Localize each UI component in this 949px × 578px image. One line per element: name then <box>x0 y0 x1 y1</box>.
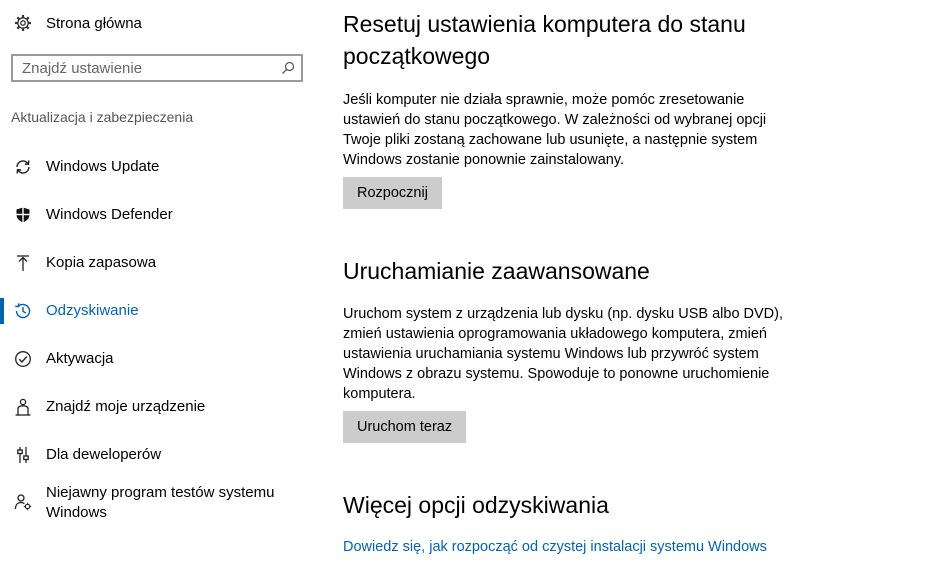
home-label: Strona główna <box>46 14 142 32</box>
reset-description: Jeśli komputer nie działa sprawnie, może pomóc zresetowanie ustawień do stanu początkowego. W zależności od wybranej opcji Twoje pliki zostaną zachowane lub usunięte, a następnie system Windows zostanie ponownie zainstalowany. <box>343 92 767 168</box>
sidebar-item-label: Odzyskiwanie <box>46 302 139 319</box>
upload-arrow-icon <box>12 252 34 274</box>
start-reset-button[interactable]: Rozpocznij <box>343 177 442 209</box>
search-input[interactable] <box>11 54 303 82</box>
sidebar-item-recovery[interactable] <box>0 298 320 324</box>
sidebar-item-find-my-device[interactable] <box>0 394 320 420</box>
sidebar-item-label: Windows Update <box>46 158 160 175</box>
gear-icon <box>12 12 34 34</box>
sidebar-item-label: Niejawny program testów systemu Windows <box>46 484 275 521</box>
restart-now-button[interactable]: Uruchom teraz <box>343 411 466 443</box>
sidebar <box>0 0 320 578</box>
sidebar-item-for-developers[interactable] <box>0 442 320 468</box>
sidebar-item-label: Windows Defender <box>46 206 173 223</box>
sidebar-item-label: Znajdź moje urządzenie <box>46 398 206 415</box>
active-indicator <box>0 298 4 324</box>
sidebar-item-label: Kopia zapasowa <box>46 254 157 271</box>
advanced-startup-title: Uruchamianie zaawansowane <box>343 258 650 284</box>
advanced-startup-description: Uruchom system z urządzenia lub dysku (np. dysku USB albo DVD), zmień ustawienia oprogramowania układowego komputera, zmień ustawienia uruchamiania systemu Windows lub przywróć system Windows z obrazu systemu. Spowoduje to ponowne uruchomienie komputera. <box>343 306 784 402</box>
clean-install-link[interactable]: Dowiedz się, jak rozpocząć od czystej instalacji systemu Windows <box>343 539 767 555</box>
sidebar-item-windows-update[interactable] <box>0 154 320 180</box>
home-link[interactable] <box>12 8 142 38</box>
check-circle-icon <box>12 348 34 370</box>
sidebar-item-windows-defender[interactable] <box>0 202 320 228</box>
history-icon <box>12 300 34 322</box>
sidebar-item-windows-insider[interactable] <box>0 482 320 526</box>
more-options-title: Więcej opcji odzyskiwania <box>343 492 609 518</box>
sidebar-item-backup[interactable] <box>0 250 320 276</box>
sidebar-item-label: Dla deweloperów <box>46 446 162 463</box>
insider-person-icon <box>12 491 34 513</box>
reset-section <box>343 8 813 72</box>
search-placeholder: Znajdź ustawienie <box>22 59 143 77</box>
person-location-icon <box>12 396 34 418</box>
shield-icon <box>12 204 34 226</box>
section-label: Aktualizacja i zabezpieczenia <box>11 109 194 125</box>
reset-title: Resetuj ustawienia komputera do stanu początkowego <box>343 11 746 69</box>
refresh-icon <box>12 156 34 178</box>
sidebar-item-activation[interactable] <box>0 346 320 372</box>
developer-tools-icon <box>12 444 34 466</box>
sidebar-item-label: Aktywacja <box>46 350 114 367</box>
search-icon[interactable] <box>275 61 301 75</box>
